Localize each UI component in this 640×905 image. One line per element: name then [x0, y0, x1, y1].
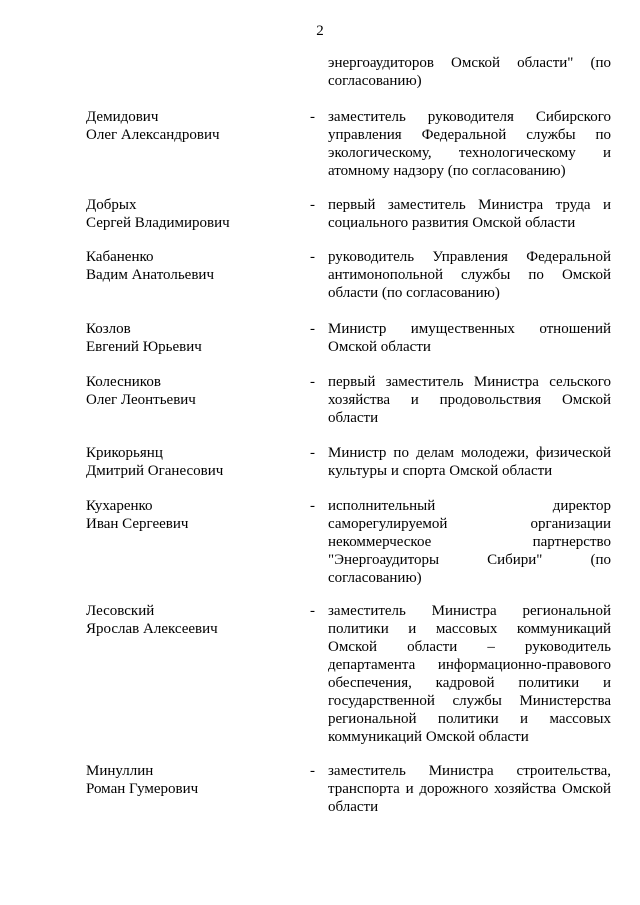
dash-separator: - — [310, 374, 315, 390]
member-role: заместитель Министра региональной политики и массовых коммуникаций Омской области – руководитель департамента информационно-правового обеспечения, кадровой политики и государственной службы Министерства региональной политики и массовых коммуникаций Омской области — [328, 603, 611, 745]
member-given-name: Вадим Анатольевич — [86, 267, 214, 283]
member-surname: Колесников — [86, 374, 161, 390]
continued-role-text: энергоаудиторов Омской области" (по согласованию) — [328, 55, 611, 89]
member-given-name: Евгений Юрьевич — [86, 339, 202, 355]
member-given-name: Олег Леонтьевич — [86, 392, 196, 408]
member-name — [86, 373, 286, 409]
member-role: первый заместитель Министра труда и социального развития Омской области — [328, 197, 611, 231]
member-role: руководитель Управления Федеральной антимонопольной службы по Омской области (по согласованию) — [328, 249, 611, 301]
member-surname: Минуллин — [86, 763, 154, 779]
member-name — [86, 602, 286, 638]
member-surname: Крикорьянц — [86, 445, 163, 461]
member-given-name: Роман Гумерович — [86, 781, 199, 797]
member-given-name: Сергей Владимирович — [86, 215, 230, 231]
member-role: заместитель Министра строительства, транспорта и дорожного хозяйства Омской области — [328, 763, 611, 815]
dash-separator: - — [310, 321, 315, 337]
member-role: Министр по делам молодежи, физической культуры и спорта Омской области — [328, 445, 611, 479]
dash-separator: - — [310, 498, 315, 514]
member-name — [86, 196, 286, 232]
member-surname: Кабаненко — [86, 249, 154, 265]
dash-separator: - — [310, 445, 315, 461]
member-surname: Демидович — [86, 109, 159, 125]
member-name — [86, 320, 286, 356]
member-surname: Добрых — [86, 197, 137, 213]
member-surname: Козлов — [86, 321, 131, 337]
member-role: первый заместитель Министра сельского хозяйства и продовольствия Омской области — [328, 374, 611, 426]
member-surname: Кухаренко — [86, 498, 153, 514]
dash-separator: - — [310, 197, 315, 213]
member-surname: Лесовский — [86, 603, 155, 619]
member-role: Министр имущественных отношений Омской области — [328, 321, 611, 355]
member-name — [86, 497, 286, 533]
member-role: заместитель руководителя Сибирского управления Федеральной службы по экологическому, технологическому и атомному надзору (по согласованию) — [328, 109, 611, 179]
member-given-name: Дмитрий Оганесович — [86, 463, 224, 479]
dash-separator: - — [310, 603, 315, 619]
member-given-name: Ярослав Алексеевич — [86, 621, 218, 637]
dash-separator: - — [310, 249, 315, 265]
member-given-name: Олег Александрович — [86, 127, 220, 143]
member-role: исполнительный директор саморегулируемой организации некоммерческое партнерство "Энергоаудиторы Сибири" (по согласованию) — [328, 498, 611, 586]
member-given-name: Иван Сергеевич — [86, 516, 189, 532]
dash-separator: - — [310, 763, 315, 779]
member-name — [86, 762, 286, 798]
member-name — [86, 444, 286, 480]
page-number: 2 — [316, 23, 324, 39]
dash-separator: - — [310, 109, 315, 125]
member-name — [86, 248, 286, 284]
member-name — [86, 108, 286, 144]
